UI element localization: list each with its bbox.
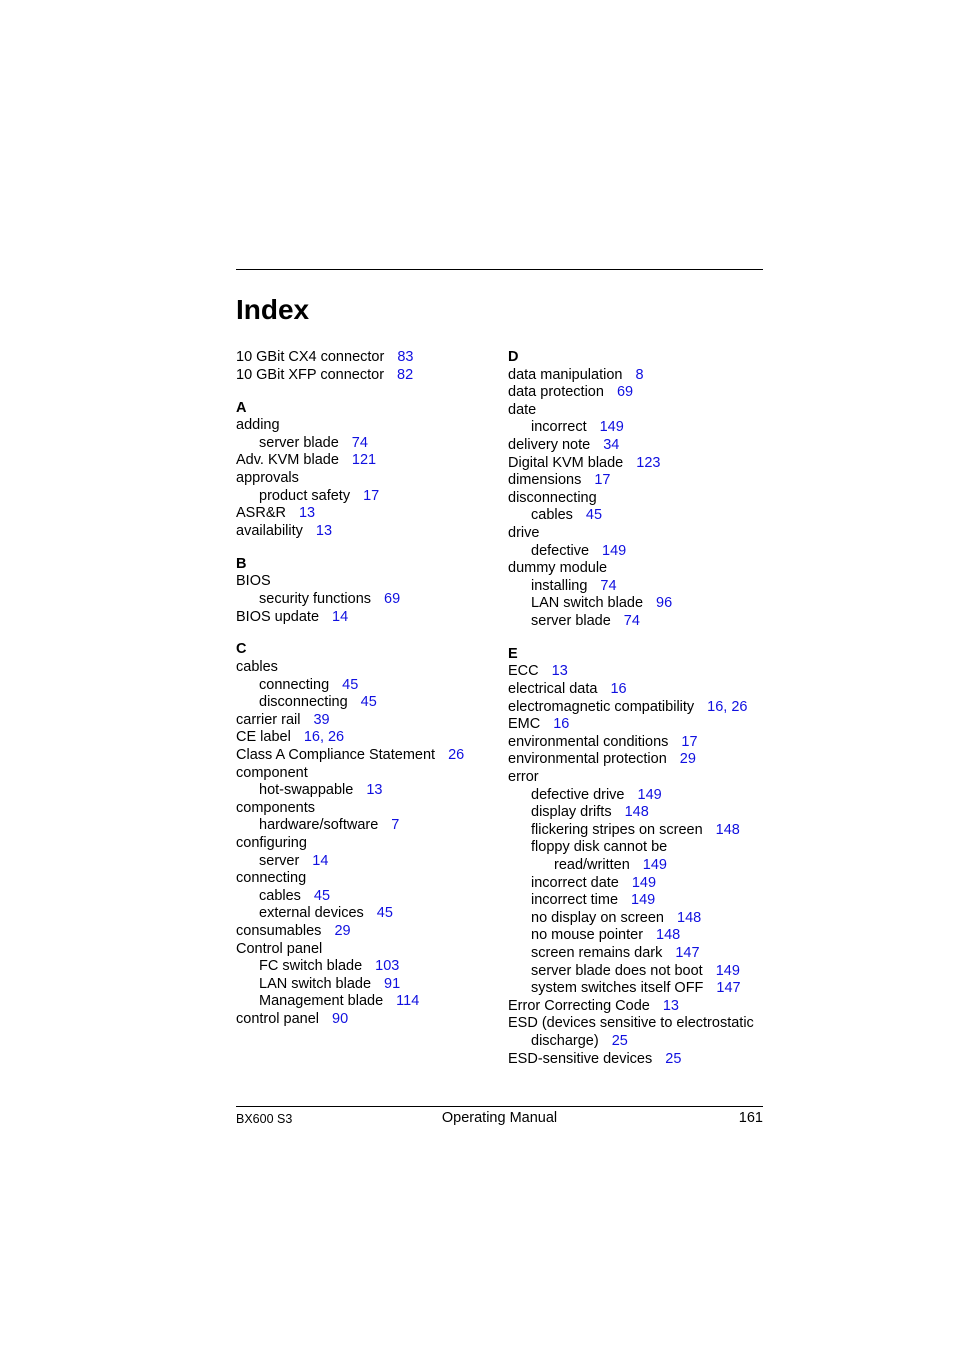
index-subentry xyxy=(508,980,770,998)
index-subentry xyxy=(508,822,770,840)
index-term: BIOS xyxy=(236,573,271,590)
index-term: external devices xyxy=(259,905,364,922)
index-term: cables xyxy=(531,507,573,524)
index-entry xyxy=(236,523,486,541)
page-reference-link[interactable]: 25 xyxy=(665,1050,682,1067)
index-term: data protection xyxy=(508,384,604,401)
index-entry xyxy=(236,747,486,765)
section-gap xyxy=(236,384,486,399)
page-reference-link[interactable]: 13 xyxy=(662,997,679,1014)
index-term: product safety xyxy=(259,487,351,504)
page-reference-link[interactable]: 25 xyxy=(611,1032,628,1049)
index-subentry xyxy=(236,853,486,871)
bottom-rule xyxy=(236,1106,763,1107)
index-term: ESD (devices sensitive to electrostatic xyxy=(508,1015,754,1032)
index-entry xyxy=(508,681,770,699)
page-reference-link[interactable]: 16 xyxy=(610,681,627,698)
page-reference-link[interactable]: 149 xyxy=(637,786,662,803)
index-term: disconnecting xyxy=(508,489,597,506)
index-entry xyxy=(508,384,770,402)
index-entry xyxy=(508,663,770,681)
index-subentry xyxy=(508,945,770,963)
index-term: date xyxy=(508,401,537,418)
index-term: Management blade xyxy=(259,993,384,1010)
index-entry xyxy=(236,941,486,959)
index-term: ESD-sensitive devices xyxy=(508,1050,653,1067)
index-term: server xyxy=(259,852,300,869)
index-entry xyxy=(236,573,486,591)
index-subentry xyxy=(508,892,770,910)
index-entry xyxy=(508,367,770,385)
index-entry xyxy=(508,716,770,734)
index-entry xyxy=(508,455,770,473)
page-reference-link[interactable]: 16, 26 xyxy=(707,698,748,715)
index-term: data manipulation xyxy=(508,366,623,383)
page-reference-link[interactable]: 149 xyxy=(642,857,667,874)
index-term: server blade xyxy=(531,612,611,629)
index-term: connecting xyxy=(236,870,307,887)
section-gap xyxy=(508,631,770,646)
index-term: delivery note xyxy=(508,436,591,453)
index-term: electromagnetic compatibility xyxy=(508,698,695,715)
page-reference-link[interactable]: 148 xyxy=(677,909,702,926)
index-term: flickering stripes on screen xyxy=(531,821,703,838)
index-entry xyxy=(236,349,486,367)
index-entry xyxy=(508,525,770,543)
index-term: server blade xyxy=(259,434,339,451)
index-term: EMC xyxy=(508,716,541,733)
page-reference-link[interactable]: 123 xyxy=(636,454,661,471)
index-term: ECC xyxy=(508,663,539,680)
index-entry xyxy=(508,769,770,787)
index-subentry xyxy=(508,910,770,928)
index-entry xyxy=(236,765,486,783)
index-term: disconnecting xyxy=(259,694,348,711)
index-term: system switches itself OFF xyxy=(531,980,704,997)
index-subentry xyxy=(236,888,486,906)
page-reference-link[interactable]: 45 xyxy=(313,887,331,904)
index-subentry xyxy=(508,507,770,525)
index-term: CE label xyxy=(236,729,291,746)
index-term: adding xyxy=(236,417,280,434)
page-reference-link[interactable]: 114 xyxy=(396,993,420,1010)
index-term: screen remains dark xyxy=(531,944,663,961)
index-term: LAN switch blade xyxy=(531,595,644,612)
page-reference-link[interactable]: 147 xyxy=(675,944,700,961)
page-reference-link[interactable]: 45 xyxy=(585,507,603,524)
page-reference-link[interactable]: 96 xyxy=(656,595,673,612)
index-term: discharge) xyxy=(531,1032,599,1049)
index-term: security functions xyxy=(259,590,372,607)
page-reference-link[interactable]: 39 xyxy=(313,711,330,728)
index-term: dimensions xyxy=(508,472,582,489)
index-term: dummy module xyxy=(508,560,608,577)
index-subentry xyxy=(508,787,770,805)
page-reference-link[interactable]: 29 xyxy=(679,751,696,768)
page-reference-link[interactable]: 8 xyxy=(635,366,644,383)
page-reference-link[interactable]: 69 xyxy=(616,384,634,401)
index-column-right xyxy=(508,349,770,1068)
page-reference-link[interactable]: 83 xyxy=(397,349,414,365)
index-term: hot-swappable xyxy=(259,782,354,799)
index-term: Error Correcting Code xyxy=(508,997,650,1014)
index-subentry xyxy=(508,613,770,631)
page-reference-link[interactable]: 45 xyxy=(376,905,393,922)
page-reference-link[interactable]: 149 xyxy=(602,542,627,559)
index-term: incorrect date xyxy=(531,874,619,891)
page-reference-link[interactable]: 103 xyxy=(375,958,400,975)
index-subentry xyxy=(508,419,770,437)
page-reference-link[interactable]: 17 xyxy=(363,487,380,504)
index-entry xyxy=(236,470,486,488)
index-term: installing xyxy=(531,577,588,594)
index-entry xyxy=(236,659,486,677)
index-entry xyxy=(236,923,486,941)
index-subentry xyxy=(508,963,770,981)
index-subentry xyxy=(508,543,770,561)
index-term: environmental conditions xyxy=(508,733,669,750)
page-reference-link[interactable]: 148 xyxy=(624,804,649,821)
index-subentry xyxy=(508,857,770,875)
index-term: error xyxy=(508,769,539,786)
index-entry xyxy=(236,505,486,523)
page-reference-link[interactable]: 148 xyxy=(715,821,740,838)
page-reference-link[interactable]: 149 xyxy=(715,962,740,979)
index-term: Digital KVM blade xyxy=(508,454,624,471)
index-subentry xyxy=(236,694,486,712)
page-reference-link[interactable]: 13 xyxy=(366,782,383,799)
index-subentry xyxy=(508,839,770,857)
index-entry xyxy=(236,1011,486,1029)
index-term: read/written xyxy=(554,857,630,874)
index-subentry xyxy=(236,993,486,1011)
index-subentry xyxy=(508,927,770,945)
page-reference-link[interactable]: 45 xyxy=(360,694,377,711)
index-entry xyxy=(236,800,486,818)
page-reference-link[interactable]: 91 xyxy=(384,975,401,992)
index-entry xyxy=(236,729,486,747)
page-reference-link[interactable]: 90 xyxy=(332,1010,349,1027)
index-term: 10 GBit CX4 connector xyxy=(236,349,385,365)
index-entry xyxy=(236,609,486,627)
index-term: approvals xyxy=(236,469,299,486)
index-term: control panel xyxy=(236,1010,320,1027)
index-term: Control panel xyxy=(236,940,323,957)
index-term: environmental protection xyxy=(508,751,667,768)
page-reference-link[interactable]: 7 xyxy=(391,817,400,834)
index-term: hardware/software xyxy=(259,817,379,834)
index-term: FC switch blade xyxy=(259,958,363,975)
footer-manual-title: Operating Manual xyxy=(441,1110,558,1126)
page-reference-link[interactable]: 149 xyxy=(631,892,656,909)
index-letter-heading: C xyxy=(236,641,247,658)
footer-product: BX600 S3 xyxy=(236,1112,293,1126)
index-term: availability xyxy=(236,522,303,539)
page-reference-link[interactable]: 17 xyxy=(594,472,611,489)
index-subentry xyxy=(236,782,486,800)
index-entry xyxy=(236,367,486,385)
page-reference-link[interactable]: 16, 26 xyxy=(303,729,345,746)
page-title: Index xyxy=(236,294,310,325)
index-subentry xyxy=(508,595,770,613)
index-term: no mouse pointer xyxy=(531,927,644,944)
index-term: configuring xyxy=(236,835,307,852)
page-reference-link[interactable]: 74 xyxy=(623,612,640,629)
index-subentry xyxy=(236,591,486,609)
page-reference-link[interactable]: 121 xyxy=(351,452,377,469)
index-term: components xyxy=(236,799,315,816)
index-term: incorrect xyxy=(531,419,587,436)
page-reference-link[interactable]: 14 xyxy=(312,852,329,869)
index-entry xyxy=(508,472,770,490)
footer-page-number: 161 xyxy=(738,1110,763,1126)
index-subentry xyxy=(508,1033,770,1051)
index-term: consumables xyxy=(236,922,322,939)
index-subentry xyxy=(236,905,486,923)
page-reference-link[interactable]: 13 xyxy=(315,522,333,539)
index-term: ASR&R xyxy=(236,505,286,522)
page-reference-link[interactable]: 45 xyxy=(342,676,359,693)
index-column-left xyxy=(236,349,486,1029)
index-subentry xyxy=(236,677,486,695)
page-reference-link[interactable]: 149 xyxy=(631,874,657,891)
index-entry xyxy=(236,712,486,730)
index-entry xyxy=(508,437,770,455)
index-entry xyxy=(508,998,770,1016)
index-entry xyxy=(508,402,770,420)
index-letter-heading: E xyxy=(508,645,518,662)
index-term: carrier rail xyxy=(236,711,301,728)
index-subentry xyxy=(236,488,486,506)
page-reference-link[interactable]: 16 xyxy=(553,716,570,733)
index-entry xyxy=(236,870,486,888)
index-term: BIOS update xyxy=(236,608,320,625)
index-term: display drifts xyxy=(531,804,612,821)
index-subentry xyxy=(236,817,486,835)
index-letter-heading: A xyxy=(236,399,247,416)
page-reference-link[interactable]: 29 xyxy=(334,922,351,939)
page-reference-link[interactable]: 26 xyxy=(448,747,465,764)
index-term: cables xyxy=(236,659,278,676)
page-reference-link[interactable]: 82 xyxy=(397,366,414,383)
index-subentry xyxy=(236,976,486,994)
index-term: LAN switch blade xyxy=(259,975,372,992)
top-rule xyxy=(236,269,763,270)
index-subentry xyxy=(236,958,486,976)
index-subentry xyxy=(508,804,770,822)
index-term: floppy disk cannot be xyxy=(531,839,668,856)
index-term: server blade does not boot xyxy=(531,962,703,979)
index-term: defective drive xyxy=(531,786,625,803)
index-entry xyxy=(508,490,770,508)
index-term: incorrect time xyxy=(531,892,619,909)
index-letter-heading: B xyxy=(236,555,247,572)
page-reference-link[interactable]: 147 xyxy=(716,980,741,997)
index-term: cables xyxy=(259,887,301,904)
index-entry xyxy=(508,1051,770,1069)
index-term: component xyxy=(236,764,308,781)
page-reference-link[interactable]: 74 xyxy=(600,577,617,594)
page-reference-link[interactable]: 14 xyxy=(332,608,349,625)
page-reference-link[interactable]: 17 xyxy=(681,733,698,750)
index-letter-heading: D xyxy=(508,349,519,365)
index-entry xyxy=(508,699,770,717)
index-term: electrical data xyxy=(508,681,598,698)
section-gap xyxy=(236,540,486,555)
section-gap xyxy=(236,626,486,641)
index-entry xyxy=(508,751,770,769)
index-subentry xyxy=(508,875,770,893)
index-term: drive xyxy=(508,524,540,541)
page-reference-link[interactable]: 69 xyxy=(384,590,401,607)
page-reference-link[interactable]: 149 xyxy=(599,419,624,436)
page-reference-link[interactable]: 13 xyxy=(298,505,316,522)
page-reference-link[interactable]: 148 xyxy=(656,927,681,944)
index-entry xyxy=(508,560,770,578)
index-entry xyxy=(508,1015,770,1033)
index-term: connecting xyxy=(259,676,330,693)
index-term: 10 GBit XFP connector xyxy=(236,366,385,383)
index-term: Adv. KVM blade xyxy=(236,452,339,469)
page-reference-link[interactable]: 34 xyxy=(603,436,620,453)
page-reference-link[interactable]: 74 xyxy=(351,434,368,451)
index-term: Class A Compliance Statement xyxy=(236,747,436,764)
index-entry xyxy=(236,417,486,435)
index-term: no display on screen xyxy=(531,909,664,926)
index-subentry xyxy=(236,435,486,453)
index-subentry xyxy=(508,578,770,596)
index-entry xyxy=(508,734,770,752)
index-entry xyxy=(236,835,486,853)
page-reference-link[interactable]: 13 xyxy=(551,663,568,680)
index-term: defective xyxy=(531,542,590,559)
index-entry xyxy=(236,452,486,470)
